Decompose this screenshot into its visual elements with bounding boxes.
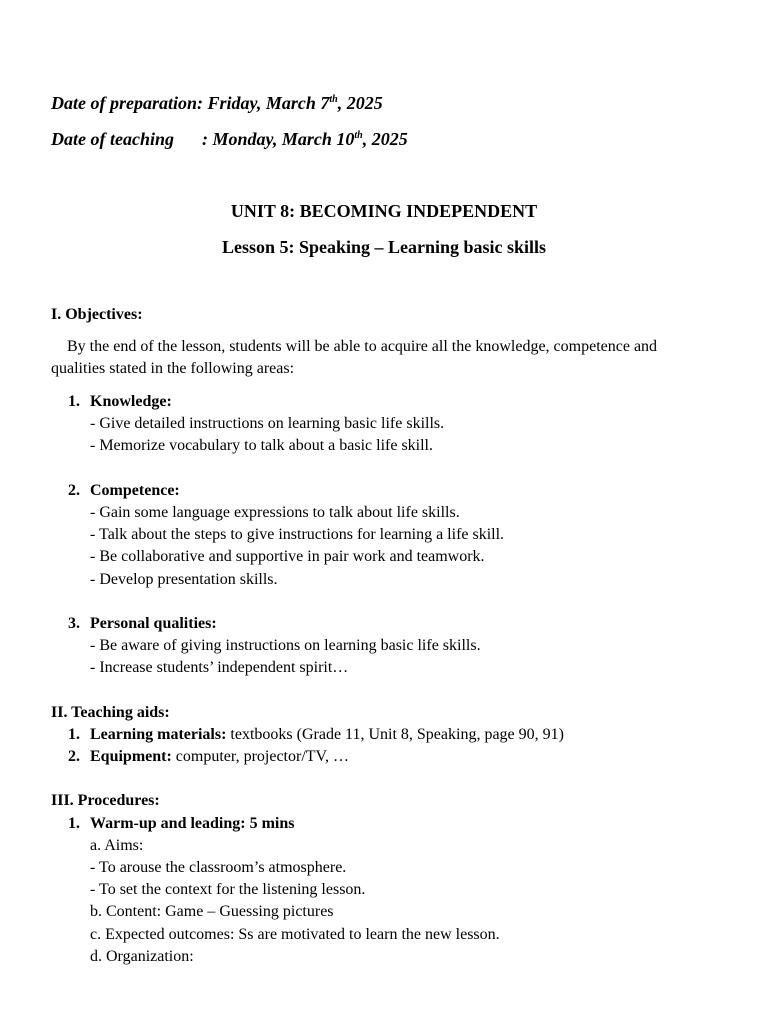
learning-materials-label: Learning materials: — [90, 726, 227, 743]
date-of-teaching-year: , 2025 — [362, 129, 408, 149]
knowledge-title: Knowledge: — [90, 393, 172, 410]
list-item: - Be aware of giving instructions on learning basic life skills. — [90, 637, 481, 654]
competence-heading — [68, 482, 180, 500]
equipment-number: 2. — [68, 748, 80, 765]
procedures-heading: III. Procedures: — [51, 792, 160, 809]
competence-title: Competence: — [90, 482, 180, 499]
list-item: - Increase students’ independent spirit… — [90, 659, 349, 676]
date-of-preparation-day: Friday, March 7 — [207, 93, 330, 113]
list-item: d. Organization: — [90, 948, 194, 965]
objectives-intro-line1: By the end of the lesson, students will be able to acquire all the knowledge, competence and — [67, 338, 658, 355]
learning-materials-value: textbooks (Grade 11, Unit 8, Speaking, page 90, 91) — [226, 726, 564, 743]
knowledge-heading — [68, 393, 172, 411]
date-of-preparation — [51, 93, 383, 114]
list-item: - Talk about the steps to give instructions for learning a life skill. — [90, 526, 505, 543]
date-of-preparation-year: , 2025 — [337, 93, 383, 113]
qualities-title: Personal qualities: — [90, 615, 217, 632]
list-item: - Be collaborative and supportive in pair work and teamwork. — [90, 548, 485, 565]
equipment-label: Equipment: — [90, 748, 172, 765]
lesson-title: Lesson 5: Speaking – Learning basic skills — [221, 237, 547, 257]
list-item: - Develop presentation skills. — [90, 571, 278, 588]
warmup-number: 1. — [68, 815, 80, 832]
date-of-teaching-label: Date of teaching — [51, 129, 174, 149]
competence-number: 2. — [68, 482, 80, 499]
qualities-heading — [68, 615, 217, 633]
list-item: a. Aims: — [90, 837, 144, 854]
qualities-number: 3. — [68, 615, 80, 632]
list-item: - To set the context for the listening lesson. — [90, 881, 366, 898]
list-item: - Memorize vocabulary to talk about a basic life skill. — [90, 437, 433, 454]
list-item: c. Expected outcomes: Ss are motivated to learn the new lesson. — [90, 926, 500, 943]
teaching-aids-heading: II. Teaching aids: — [51, 704, 170, 721]
warmup-heading — [68, 815, 294, 833]
date-of-preparation-suffix: th — [329, 94, 338, 105]
equipment-value: computer, projector/TV, … — [171, 748, 350, 765]
date-of-teaching-day: Monday, March 10 — [212, 129, 355, 149]
learning-materials-number: 1. — [68, 726, 80, 743]
list-item: - To arouse the classroom’s atmosphere. — [90, 859, 347, 876]
equipment-item — [68, 748, 349, 766]
objectives-heading: I. Objectives: — [51, 306, 143, 323]
knowledge-number: 1. — [68, 393, 80, 410]
objectives-intro-line2: qualities stated in the following areas: — [51, 360, 295, 377]
list-item: - Gain some language expressions to talk about life skills. — [90, 504, 460, 521]
unit-title: UNIT 8: BECOMING INDEPENDENT — [230, 201, 538, 221]
date-of-preparation-label: Date of preparation: — [51, 93, 208, 113]
date-of-teaching — [51, 129, 408, 150]
list-item: - Give detailed instructions on learning basic life skills. — [90, 415, 445, 432]
date-of-teaching-sep: : — [202, 129, 213, 149]
warmup-title: Warm-up and leading: 5 mins — [90, 815, 295, 832]
learning-materials-item — [68, 726, 564, 744]
list-item: b. Content: Game – Guessing pictures — [90, 903, 334, 920]
date-of-teaching-suffix: th — [354, 130, 363, 141]
